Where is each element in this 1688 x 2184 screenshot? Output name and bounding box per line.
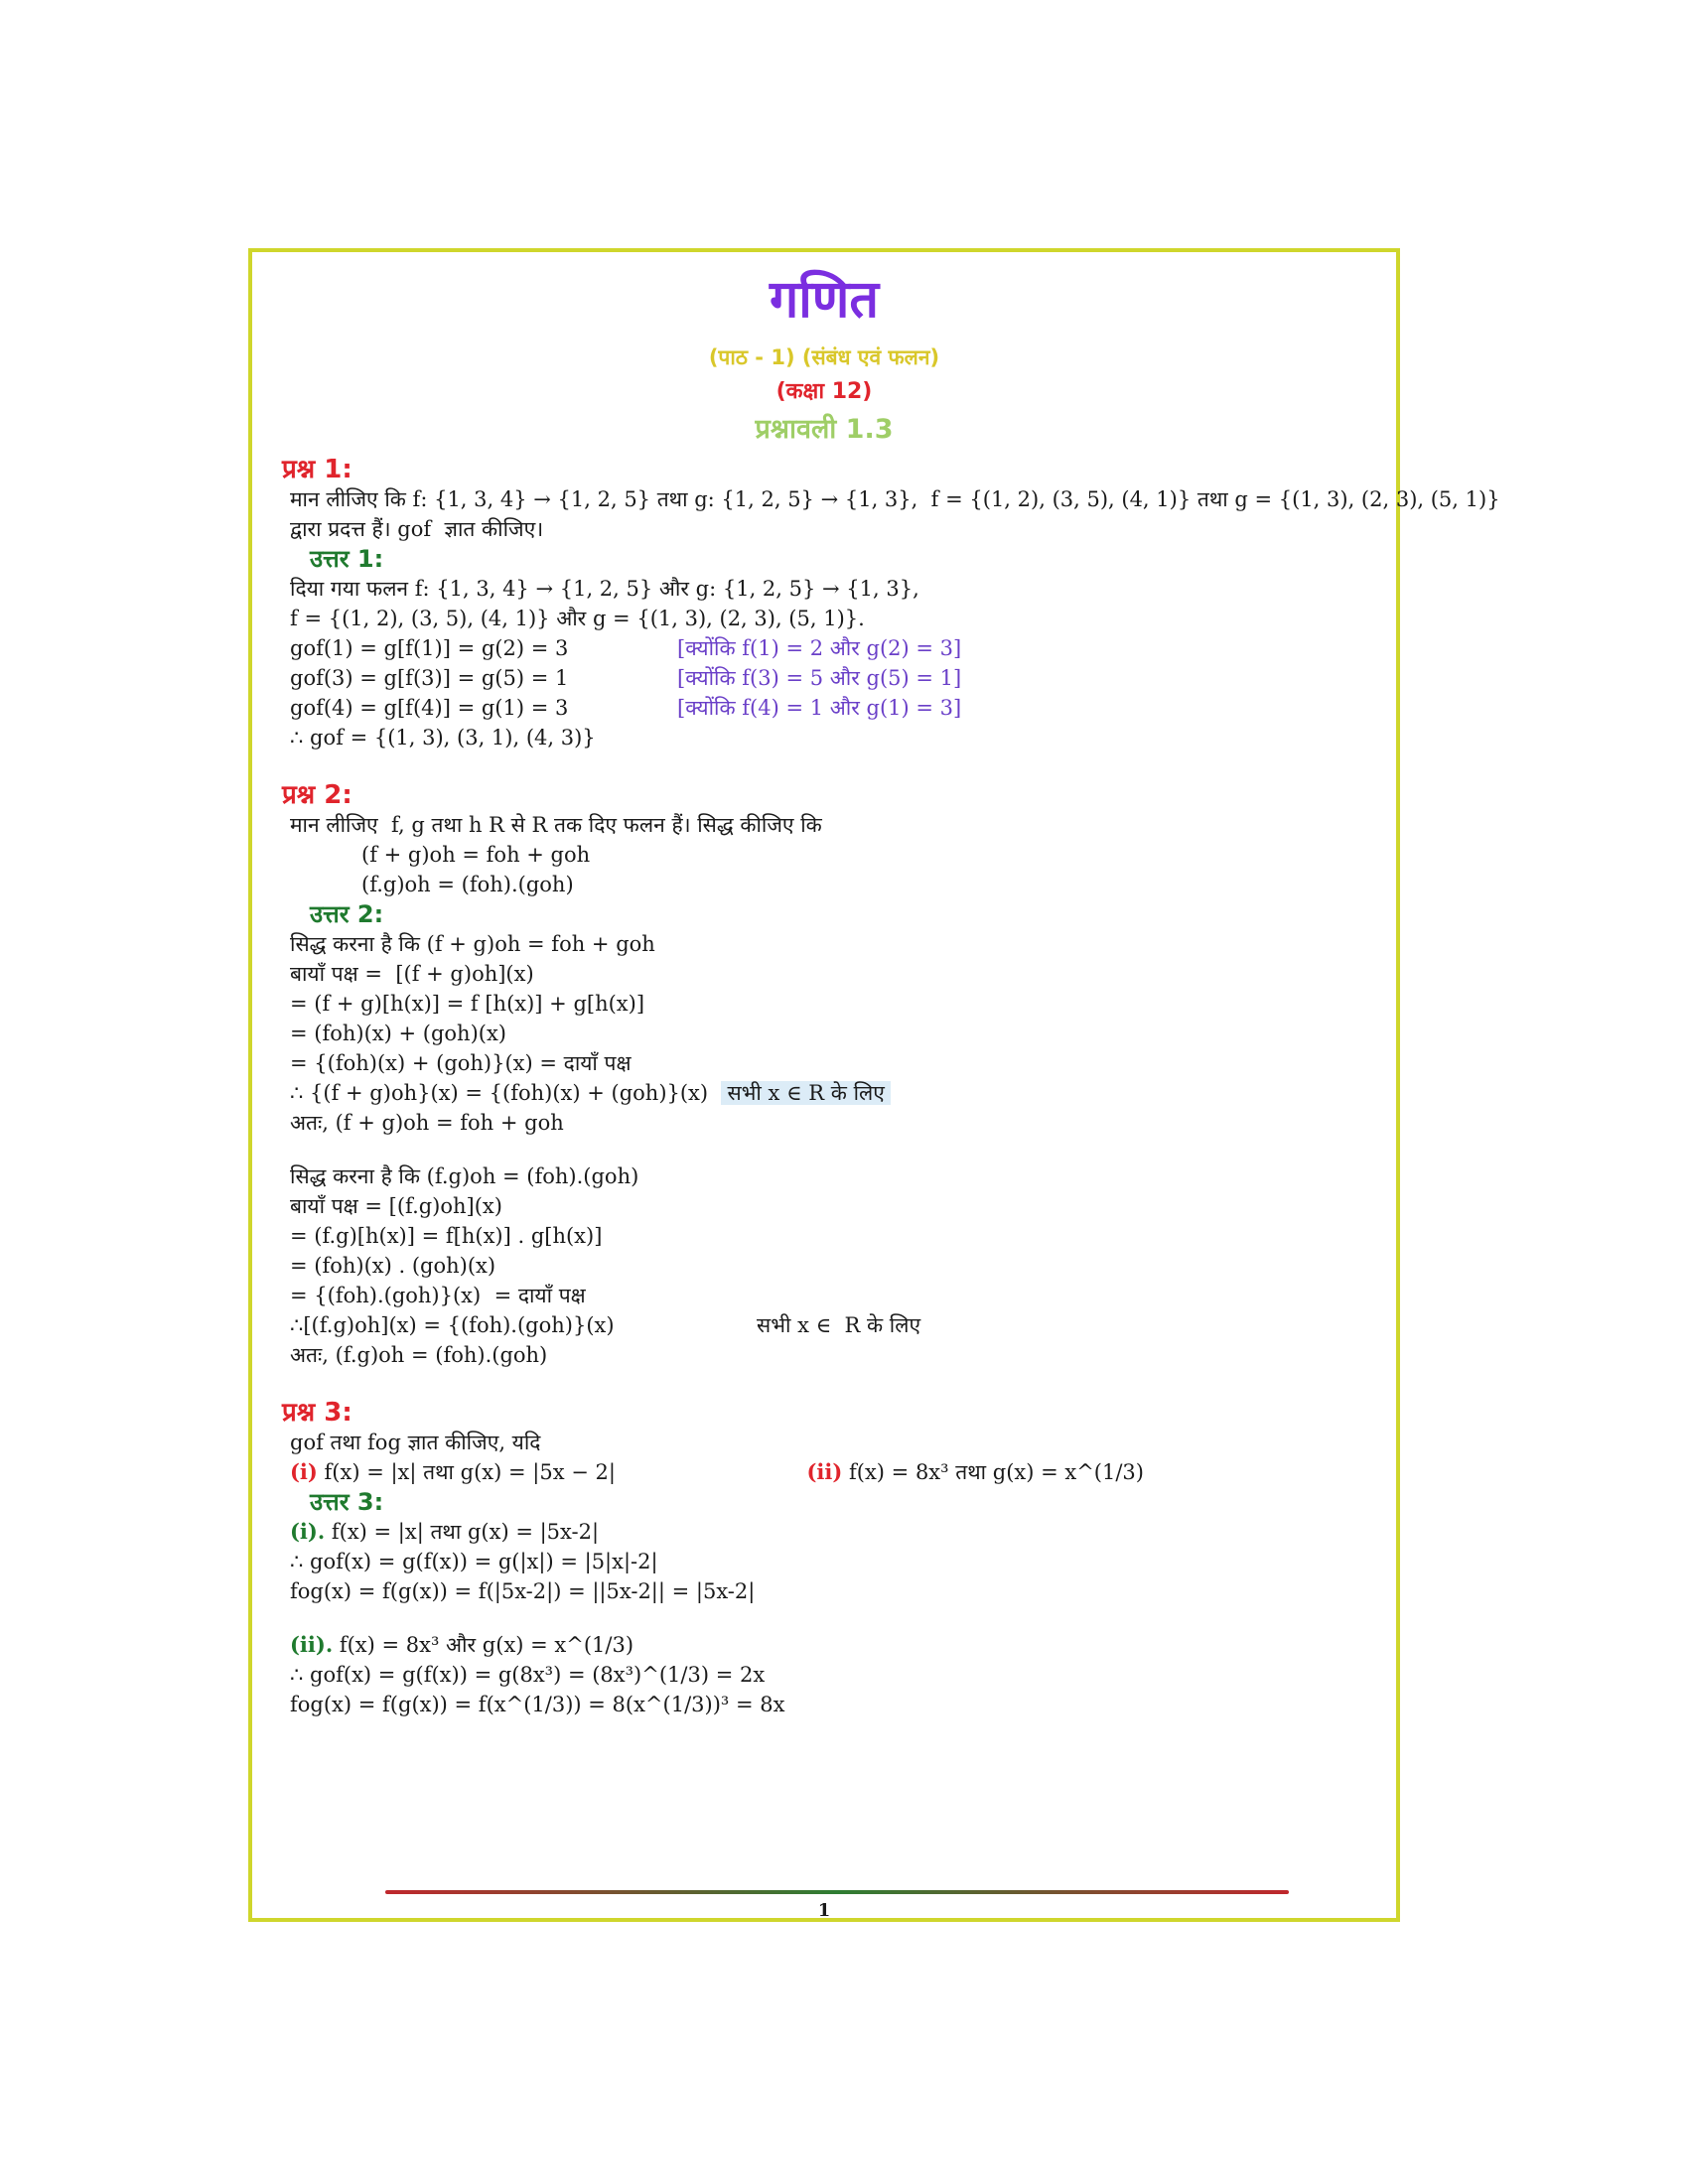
proof-line: सिद्ध करना है कि (f.g)oh = (foh).(goh) [290,1164,639,1188]
proof-line: = {(foh).(goh)}(x) = दायाँ पक्ष [290,1284,586,1307]
step-row [282,693,1374,723]
answer-line: दिया गया फलन f: {1, 3, 4} → {1, 2, 5} और g: {1, 2, 5} → {1, 3}, [290,577,919,601]
answer-line: fog(x) = f(g(x)) = f(x^(1/3)) = 8(x^(1/3))³ = 8x [290,1693,785,1716]
question-3-parts [282,1457,1144,1487]
part-i-text: f(x) = |x| तथा g(x) = |5x − 2| [317,1460,616,1484]
step-row [282,633,1374,663]
proof-conclusion [282,1310,1374,1340]
ans-i-label: (i). [290,1519,326,1544]
answer-line: fog(x) = f(g(x)) = f(|5x-2|) = ||5x-2|| = |5x-2| [290,1579,756,1603]
step-reason: [क्योंकि f(1) = 2 और g(2) = 3] [677,636,962,660]
page-border [248,248,1500,1922]
page-title: गणित [770,270,879,330]
proof-line: = (f + g)[h(x)] = f [h(x)] + g[h(x)] [290,992,645,1016]
page-number: 1 [817,1900,831,1921]
question-3-heading: प्रश्न 3: [282,1398,352,1428]
question-2-text: मान लीजिए f, g तथा h R से R तक दिए फलन हैं। सिद्ध कीजिए कि [290,813,822,837]
question-1-heading: प्रश्न 1: [282,455,352,484]
ans-ii-label: (ii). [290,1632,334,1657]
answer-1-heading: उत्तर 1: [310,545,384,573]
answer-3-heading: उत्तर 3: [310,1488,384,1516]
proof-line: = (f.g)[h(x)] = f[h(x)] . g[h(x)] [290,1224,603,1248]
proof-line: = (foh)(x) . (goh)(x) [290,1254,496,1278]
step-reason: [क्योंकि f(3) = 5 और g(5) = 1] [677,666,962,690]
answer-2-heading: उत्तर 2: [310,900,384,928]
step-left: gof(3) = g[f(3)] = g(5) = 1 [290,666,569,690]
part-ii-label: (ii) [806,1459,843,1484]
conclusion-text: ∴[(f.g)oh](x) = {(foh).(goh)}(x) [290,1313,615,1337]
proof-conclusion [282,1078,1374,1108]
question-2-part: (f + g)oh = foh + goh [361,843,591,867]
proof-line: सिद्ध करना है कि (f + g)oh = foh + goh [290,932,655,956]
exercise-title: प्रश्नावली 1.3 [755,414,894,445]
proof-line: बायाँ पक्ष = [(f + g)oh](x) [290,962,534,986]
part-ii [806,1457,1144,1487]
proof-line: बायाँ पक्ष = [(f.g)oh](x) [290,1194,502,1218]
answer-result: ∴ gof = {(1, 3), (3, 1), (4, 3)} [290,726,596,750]
question-1-text: मान लीजिए कि f: {1, 3, 4} → {1, 2, 5} तथा g: {1, 2, 5} → {1, 3}, f = {(1, 2), (3, 5), (4, 1)} तथा g = {(1, 3), (2, 3), (5, 1)} [290,487,1500,511]
chapter-subtitle: (पाठ - 1) (संबंध एवं फलन) [708,345,940,369]
ans-ii-text: f(x) = 8x³ और g(x) = x^(1/3) [333,1633,634,1657]
step-left: gof(4) = g[f(4)] = g(1) = 3 [290,696,569,720]
step-row [282,663,1374,693]
question-2-heading: प्रश्न 2: [282,780,352,810]
question-3-text: gof तथा fog ज्ञात कीजिए, यदि [290,1431,541,1454]
answer-line: f = {(1, 2), (3, 5), (4, 1)} और g = {(1, 3), (2, 3), (5, 1)}. [290,607,865,630]
part-i [290,1457,616,1487]
footer-divider [385,1890,1289,1894]
proof-final: अतः, (f.g)oh = (foh).(goh) [290,1343,548,1367]
part-i-label: (i) [290,1459,318,1484]
forall-text: सभी x ∈ R के लिए [721,1081,890,1105]
step-left: gof(1) = g[f(1)] = g(2) = 3 [290,636,569,660]
proof-line: = (foh)(x) + (goh)(x) [290,1022,506,1045]
forall-text: सभी x ∈ R के लिए [757,1313,921,1337]
class-label: (कक्षा 12) [775,379,873,404]
question-1-text: द्वारा प्रदत्त हैं। gof ज्ञात कीजिए। [290,517,544,541]
proof-line: = {(foh)(x) + (goh)}(x) = दायाँ पक्ष [290,1051,632,1075]
conclusion-text: ∴ {(f + g)oh}(x) = {(foh)(x) + (goh)}(x) [290,1081,709,1105]
proof-final: अतः, (f + g)oh = foh + goh [290,1111,564,1135]
step-reason: [क्योंकि f(4) = 1 और g(1) = 3] [677,696,962,720]
content [282,451,1500,1719]
ans-i-text: f(x) = |x| तथा g(x) = |5x-2| [325,1520,600,1544]
question-2-part: (f.g)oh = (foh).(goh) [361,873,574,896]
part-ii-text: f(x) = 8x³ तथा g(x) = x^(1/3) [849,1460,1144,1484]
answer-line: ∴ gof(x) = g(f(x)) = g(8x³) = (8x³)^(1/3) = 2x [290,1663,766,1687]
answer-line [282,1517,1374,1547]
answer-line [282,1630,1374,1660]
answer-line: ∴ gof(x) = g(f(x)) = g(|x|) = |5|x|-2| [290,1550,658,1573]
